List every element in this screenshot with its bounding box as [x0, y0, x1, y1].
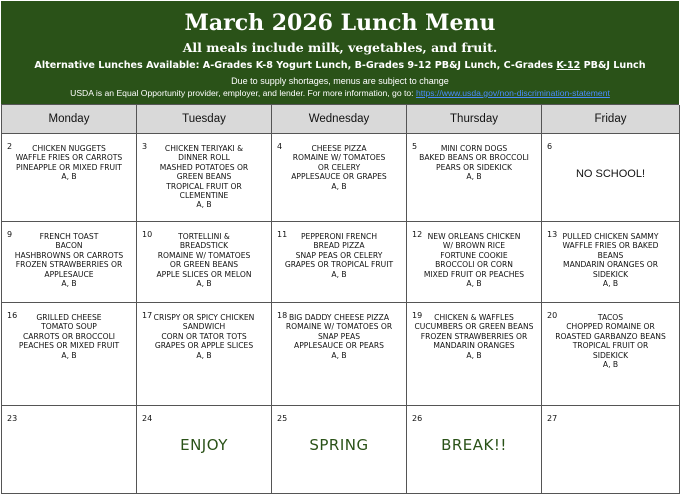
calendar-day-cell	[2, 303, 137, 406]
menu-item-line: WAFFLE FRIES OR BAKED	[562, 241, 659, 251]
calendar-day-cell	[272, 134, 407, 222]
day-number: 12	[412, 230, 423, 239]
spring-break-text: BREAK!!	[441, 436, 507, 454]
menu-item-line: A, B	[61, 279, 77, 289]
day-header-wednesday: Wednesday	[272, 105, 407, 134]
menu-item-line: PEACHES OR MIXED FRUIT	[18, 341, 120, 351]
spring-break-text: SPRING	[309, 436, 369, 454]
menu-item-line: A, B	[196, 279, 212, 289]
menu-item-line: APPLESAUCE	[44, 269, 94, 279]
menu-item-line: CLEMENTINE	[179, 191, 229, 201]
calendar-day-cell	[137, 134, 272, 222]
menu-item-line: FRENCH TOAST	[39, 232, 99, 241]
calendar-day-cell	[407, 134, 542, 222]
menu-items	[2, 303, 136, 360]
menu-item-line: TROPICAL FRUIT OR	[166, 181, 242, 191]
menu-items	[137, 134, 271, 210]
day-header-thursday: Thursday	[407, 105, 542, 134]
menu-item-line: A, B	[61, 350, 77, 360]
day-number: 17	[142, 311, 153, 320]
no-school-notice: NO SCHOOL!	[575, 168, 646, 180]
alternatives-text-end: PB&J Lunch	[580, 60, 646, 71]
menu-item-line: NEW ORLEANS CHICKEN	[427, 232, 521, 241]
menu-item-line: CHICKEN & WAFFLES	[434, 313, 514, 322]
day-number: 27	[547, 414, 558, 423]
day-number: 10	[142, 230, 153, 239]
menu-item-line: BIG DADDY CHEESE PIZZA	[288, 313, 390, 322]
menu-item-line: CARROTS OR BROCCOLI	[22, 331, 116, 341]
day-number: 24	[142, 414, 153, 423]
calendar-day-cell	[137, 406, 272, 494]
day-number: 25	[277, 414, 288, 423]
menu-item-line: W/ BROWN RICE	[442, 241, 506, 251]
menu-items	[407, 222, 541, 288]
menu-items	[542, 222, 679, 288]
menu-item-line: BAKED BEANS OR BROCCOLI	[419, 153, 529, 163]
day-number: 16	[7, 311, 18, 320]
calendar-day-cell	[2, 222, 137, 303]
calendar-day-cell	[542, 222, 680, 303]
day-number: 19	[412, 311, 423, 320]
day-header-friday: Friday	[542, 105, 680, 134]
menu-item-line: CRISPY OR SPICY CHICKEN	[153, 313, 255, 322]
menu-item-line: PEARS OR SIDEKICK	[436, 162, 512, 172]
menu-item-line: CORN OR TATOR TOTS	[161, 331, 247, 341]
menu-subtitle: All meals include milk, vegetables, and fruit.	[182, 40, 498, 55]
menu-item-line: CHOPPED ROMAINE OR	[566, 322, 655, 332]
day-number: 5	[412, 142, 418, 151]
menu-item-line: MASHED POTATOES OR	[159, 162, 249, 172]
menu-item-line: TROPICAL FRUIT OR	[572, 341, 649, 351]
calendar-day-cell	[542, 303, 680, 406]
menu-items	[407, 303, 541, 360]
calendar-day-cell	[407, 222, 542, 303]
menu-item-line: CHICKEN NUGGETS	[32, 144, 106, 153]
usda-text: USDA is an Equal Opportunity provider, employer, and lender. For more information, go to:	[70, 88, 416, 98]
menu-item-line: OR CELERY	[317, 162, 361, 172]
calendar-day-cell	[542, 134, 680, 222]
menu-item-line: HASHBROWNS OR CARROTS	[14, 250, 124, 260]
day-number: 4	[277, 142, 283, 151]
day-number: 3	[142, 142, 148, 151]
menu-item-line: TORTELLINI &	[178, 232, 230, 241]
menu-item-line: A, B	[466, 350, 482, 360]
menu-item-line: TOMATO SOUP	[41, 322, 97, 332]
menu-item-line: ROMAINE W/ TOMATOES OR	[285, 322, 393, 332]
menu-item-line: APPLESAUCE OR GRAPES	[291, 172, 387, 182]
alternative-lunches-note	[1, 59, 679, 73]
menu-item-line: A, B	[196, 200, 212, 210]
calendar-day-cell	[137, 303, 272, 406]
menu-item-line: A, B	[602, 360, 619, 370]
menu-item-line: BROCCOLI OR CORN	[435, 260, 513, 270]
menu-item-line: BREADSTICK	[179, 241, 229, 251]
day-number: 18	[277, 311, 288, 320]
menu-items	[272, 134, 406, 191]
menu-item-line: MINI CORN DOGS	[440, 144, 508, 153]
lunch-menu-page	[1, 1, 679, 499]
menu-item-line: GRAPES OR TROPICAL FRUIT	[284, 260, 394, 270]
calendar-day-cell	[137, 222, 272, 303]
menu-item-line: MANDARIN ORANGES	[433, 341, 515, 351]
menu-item-line: DINNER ROLL	[178, 153, 230, 163]
menu-item-line: A, B	[466, 172, 482, 182]
menu-item-line: A, B	[602, 279, 619, 289]
menu-items	[2, 134, 136, 182]
menu-item-line: TACOS	[597, 313, 624, 322]
menu-item-line: A, B	[331, 181, 347, 191]
calendar-day-cell	[272, 222, 407, 303]
usda-nondiscrimination-link[interactable]: https://www.usda.gov/non-discrimination-statement	[415, 88, 610, 98]
day-number: 26	[412, 414, 423, 423]
menu-item-line: FROZEN STRAWBERRIES OR	[15, 260, 123, 270]
menu-item-line: ROASTED GARBANZO BEANS	[555, 331, 666, 341]
menu-item-line: GRILLED CHEESE	[36, 313, 102, 322]
menu-item-line: A, B	[331, 269, 347, 279]
day-header-tuesday: Tuesday	[137, 105, 272, 134]
menu-item-line: WAFFLE FRIES OR CARROTS	[15, 153, 123, 163]
menu-item-line: APPLESAUCE OR PEARS	[294, 341, 384, 351]
menu-item-line: GREEN BEANS	[176, 172, 232, 182]
alternatives-text-underlined: K-12	[556, 60, 581, 71]
calendar-day-cell	[272, 406, 407, 494]
menu-item-line: MANDARIN ORANGES OR	[563, 260, 658, 270]
day-number: 20	[547, 311, 558, 320]
menu-item-line: A, B	[196, 350, 212, 360]
menu-items	[542, 303, 679, 369]
menu-item-line: PULLED CHICKEN SAMMY	[562, 232, 659, 241]
day-number: 9	[7, 230, 13, 239]
menu-item-line: FROZEN STRAWBERRIES OR	[420, 331, 528, 341]
menu-header	[1, 1, 679, 104]
menu-items	[137, 222, 271, 288]
calendar-day-cell	[542, 406, 680, 494]
menu-item-line: SIDEKICK	[592, 269, 629, 279]
menu-items	[137, 303, 271, 360]
menu-item-line: SANDWICH	[182, 322, 226, 332]
page-title: March 2026 Lunch Menu	[184, 10, 496, 36]
menu-item-line: SNAP PEAS	[317, 331, 361, 341]
menu-item-line: BREAD PIZZA	[313, 241, 365, 251]
menu-item-line: A, B	[466, 279, 482, 289]
menu-item-line: ROMAINE W/ TOMATOES	[292, 153, 386, 163]
menu-item-line: CHICKEN TERIYAKI &	[164, 144, 244, 153]
menu-item-line: BEANS	[597, 250, 624, 260]
calendar-day-cell	[407, 303, 542, 406]
alternatives-text-start: Alternative Lunches Available: A-Grades K-8 Yogurt Lunch, B-Grades 9-12 PB&J Lunch, C-Grades	[34, 60, 557, 71]
supply-shortage-notice: Due to supply shortages, menus are subject to change	[231, 76, 449, 86]
menu-item-line: GRAPES OR APPLE SLICES	[154, 341, 254, 351]
calendar-day-cell	[272, 303, 407, 406]
menu-item-line: CUCUMBERS OR GREEN BEANS	[414, 322, 534, 332]
day-number: 13	[547, 230, 558, 239]
calendar-day-cell	[407, 406, 542, 494]
menu-items	[272, 303, 406, 360]
day-number: 2	[7, 142, 13, 151]
day-header-monday: Monday	[2, 105, 137, 134]
menu-items	[2, 222, 136, 288]
menu-item-line: MIXED FRUIT OR PEACHES	[423, 269, 525, 279]
menu-item-line: CHEESE PIZZA	[311, 144, 367, 153]
menu-item-line: PEPPERONI FRENCH	[300, 232, 378, 241]
menu-item-line: FORTUNE COOKIE	[440, 250, 508, 260]
calendar-day-cell	[2, 406, 137, 494]
calendar-day-cell	[2, 134, 137, 222]
day-number: 23	[7, 414, 18, 423]
menu-item-line: ROMAINE W/ TOMATOES	[157, 250, 251, 260]
menu-item-line: SIDEKICK	[592, 350, 629, 360]
menu-item-line: A, B	[61, 172, 77, 182]
menu-item-line: APPLE SLICES OR MELON	[156, 269, 252, 279]
day-number: 11	[277, 230, 288, 239]
menu-items	[272, 222, 406, 279]
menu-item-line: A, B	[331, 350, 347, 360]
calendar-grid	[1, 104, 679, 494]
day-number: 6	[547, 142, 553, 151]
menu-item-line: SNAP PEAS OR CELERY	[295, 250, 383, 260]
spring-break-text: ENJOY	[180, 436, 228, 454]
menu-item-line: PINEAPPLE OR MIXED FRUIT	[16, 162, 122, 172]
menu-items	[407, 134, 541, 182]
menu-item-line: OR GREEN BEANS	[169, 260, 239, 270]
menu-item-line: BACON	[55, 241, 83, 251]
usda-statement	[1, 87, 679, 99]
